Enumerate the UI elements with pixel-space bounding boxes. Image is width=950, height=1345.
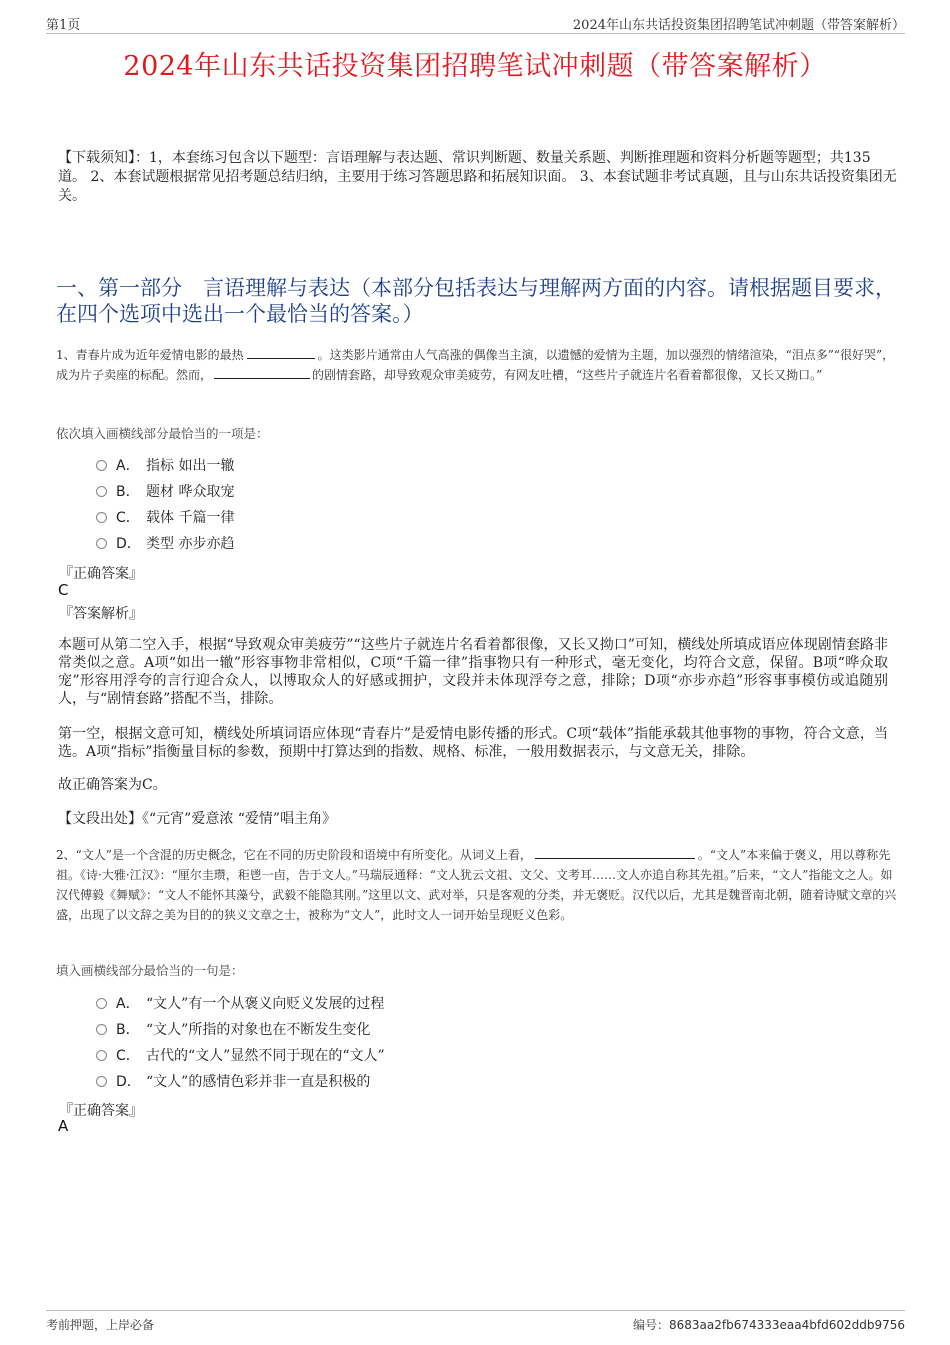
option-text: 题材 哗众取宠 — [146, 484, 235, 500]
option-text: 指标 如出一辙 — [146, 458, 235, 474]
section-heading: 一、第一部分 言语理解与表达（本部分包括表达与理解两方面的内容。请根据题目要求，在四个选项中选出一个最恰当的答案。） — [56, 276, 896, 326]
radio-icon[interactable] — [96, 512, 107, 523]
q1-option-d[interactable] — [96, 530, 234, 556]
option-text: “文人”的感情色彩并非一直是积极的 — [146, 1074, 371, 1090]
option-letter: A． — [116, 458, 140, 474]
q1-analysis-label: 『答案解析』 — [59, 606, 143, 622]
option-letter: D． — [116, 536, 141, 552]
q2-option-c[interactable] — [96, 1042, 385, 1068]
q2-answer-label: 『正确答案』 — [59, 1103, 143, 1119]
q2-text-2: 。“文人”本来偏于褒义，用以尊称先祖。《诗·大雅·江汉》：“厘尔圭瓒，秬鬯一卣，告于文人。”马瑞辰通释：“文人犹云文祖、文父、文考耳……文人亦追自称其先祖。”后来，“文人”指能文之人。如汉代傅毅《舞赋》：“文人不能怀其藻兮，武毅不能隐其刚。”这里以文、武对举，只是客观的分类，并无褒贬。汉代以后，尤其是魏晋南北朝，随着诗赋文章的兴盛，出现了以文辞之美为目的的狭义文章之士，被称为“文人”，此时文人一词开始呈现贬义色彩。 — [56, 848, 897, 922]
q1-option-b[interactable] — [96, 478, 234, 504]
option-text: “文人”有一个从褒义向贬义发展的过程 — [146, 996, 385, 1012]
radio-icon[interactable] — [96, 1076, 107, 1087]
option-letter: B． — [116, 1022, 140, 1038]
footer-slogan: 考前押题，上岸必备 — [46, 1318, 155, 1332]
q1-analysis-conclusion: 故正确答案为C。 — [58, 777, 167, 793]
q1-text-2: 。这类影片通常由人气高涨的偶像当主演，以遗憾的爱情为主题，加以强烈的情绪渲染，“泪点多”“很好哭”，成为片子卖座的标配。然而， — [56, 348, 895, 382]
option-text: 古代的“文人”显然不同于现在的“文人” — [146, 1048, 385, 1064]
q2-option-b[interactable] — [96, 1016, 385, 1042]
radio-icon[interactable] — [96, 1050, 107, 1061]
radio-icon[interactable] — [96, 998, 107, 1009]
download-notice: 【下载须知】：1，本套练习包含以下题型：言语理解与表达题、常识判断题、数量关系题、判断推理题和资料分析题等题型；共135道。 2、本套试题根据常见招考题总结归纳，主要用于练习答题思路和拓展知识面。 3、本套试题非考试真题，且与山东共话投资集团无关。 — [58, 150, 897, 204]
running-title: 2024年山东共话投资集团招聘笔试冲刺题（带答案解析） — [572, 18, 905, 33]
q1-blank-2 — [214, 366, 310, 379]
footer-code — [633, 1316, 905, 1333]
option-letter: C． — [116, 510, 140, 526]
q1-answer-label: 『正确答案』 — [59, 566, 143, 582]
option-letter: D． — [116, 1074, 141, 1090]
q1-analysis-para-1: 本题可从第二空入手，根据“导致观众审美疲劳”“这些片子就连片名看着都很像，又长又拗口”可知，横线处所填成语应体现剧情套路非常类似之意。A项“如出一辙”形容事物非常相似，C项“千篇一律”指事物只有一种形式，毫无变化，均符合文意，保留。B项“哗众取宠”形容用浮夸的言行迎合众人，以博取众人的好感或拥护，文段并未体现浮夸之意，排除；D项“亦步亦趋”形容事事模仿或追随别人，与“剧情套路”搭配不当，排除。 — [58, 637, 888, 707]
code-value: 8683aa2fb674333eaa4bfd602ddb9756 — [668, 1318, 905, 1332]
radio-icon[interactable] — [96, 538, 107, 549]
option-letter: C． — [116, 1048, 140, 1064]
document-title: 2024年山东共话投资集团招聘笔试冲刺题（带答案解析） — [123, 51, 827, 82]
radio-icon[interactable] — [96, 486, 107, 497]
q1-option-c[interactable] — [96, 504, 234, 530]
question-2-prompt: 填入画横线部分最恰当的一句是： — [56, 963, 244, 978]
question-2-options — [96, 990, 385, 1094]
q1-analysis-para-2: 第一空，根据文意可知，横线处所填词语应体现“青春片”是爱情电影传播的形式。C项“载体”指能承载其他事物的事物，符合文意，当选。A项“指标”指衡量目标的参数，预期中打算达到的指数、规格、标准，一般用数据表示，与文意无关，排除。 — [58, 726, 888, 760]
footer-divider — [46, 1310, 905, 1311]
question-2-stem — [56, 845, 901, 925]
q2-answer: A — [58, 1117, 69, 1135]
option-letter: A． — [116, 996, 140, 1012]
q2-option-d[interactable] — [96, 1068, 385, 1094]
question-1-stem — [56, 345, 901, 385]
q1-text-3: 的剧情套路，却导致观众审美疲劳，有网友吐槽，“这些片子就连片名看着都很像，又长又拗口。” — [312, 368, 823, 382]
q2-text-1: 2、“文人”是一个含混的历史概念，它在不同的历史阶段和语境中有所变化。从词义上看， — [56, 848, 532, 862]
radio-icon[interactable] — [96, 1024, 107, 1035]
q1-option-a[interactable] — [96, 452, 234, 478]
option-text: “文人”所指的对象也在不断发生变化 — [146, 1022, 371, 1038]
q1-answer: C — [58, 581, 69, 599]
radio-icon[interactable] — [96, 460, 107, 471]
header-divider — [46, 33, 905, 34]
option-text: 类型 亦步亦趋 — [146, 536, 235, 552]
page-number: 第1页 — [46, 18, 81, 33]
question-1-options — [96, 452, 234, 556]
option-letter: B． — [116, 484, 140, 500]
question-1-prompt: 依次填入画横线部分最恰当的一项是： — [56, 426, 269, 441]
q1-source: 【文段出处】《“元宵”爱意浓 “爱情”唱主角》 — [58, 811, 337, 827]
q2-blank — [535, 846, 695, 859]
q1-blank-1 — [247, 346, 315, 359]
q2-option-a[interactable] — [96, 990, 385, 1016]
q1-text-1: 1、青春片成为近年爱情电影的最热 — [56, 348, 244, 362]
code-label: 编号： — [632, 1318, 669, 1332]
option-text: 载体 千篇一律 — [146, 510, 235, 526]
